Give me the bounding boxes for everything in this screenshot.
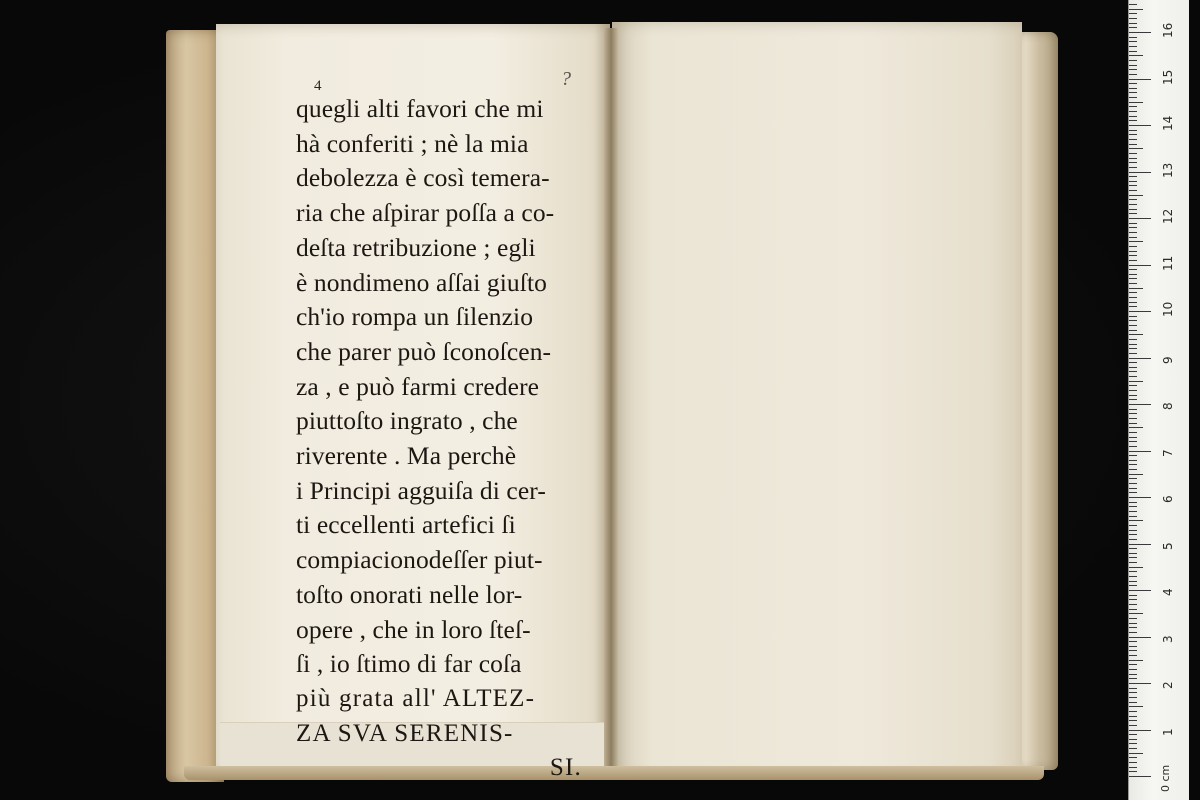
ruler-tick [1129,18,1137,19]
ruler-tick [1129,688,1137,689]
ruler-tick [1129,650,1137,651]
ruler-tick [1129,683,1151,684]
ruler-tick [1129,195,1143,196]
measuring-ruler [1128,0,1189,800]
ruler-label: 4 [1161,588,1175,596]
ruler-tick [1129,316,1137,317]
ruler-tick [1129,553,1137,554]
ruler-tick [1129,227,1137,228]
ruler-tick [1129,576,1137,577]
ruler-tick [1129,748,1137,749]
ruler-tick [1129,288,1143,289]
ruler-tick [1129,9,1143,10]
text-line: più grata all' ALTEZ- [296,684,536,712]
ruler-label: 7 [1161,448,1175,457]
ruler-tick [1129,655,1137,656]
ruler-tick [1129,697,1137,698]
ruler-tick [1129,464,1137,465]
ruler-tick [1129,13,1137,14]
ruler-tick [1129,725,1137,726]
ruler-tick [1129,241,1143,242]
ruler-tick [1129,544,1151,545]
ruler-tick [1129,557,1137,558]
ruler-tick [1129,32,1151,33]
ruler-tick [1129,297,1137,298]
pencil-annotation: ? [561,68,571,90]
ruler-tick [1129,172,1151,173]
printed-text-block [296,92,586,786]
ruler-tick [1129,613,1143,614]
ruler-tick [1129,116,1137,117]
ruler-tick [1129,739,1137,740]
text-line: riverente . Ma perchè [296,441,517,471]
ruler-tick [1129,88,1137,89]
ruler-tick [1129,590,1151,591]
page-number: 4 [314,78,322,94]
ruler-tick [1129,441,1137,442]
ruler-label: 9 [1161,355,1175,364]
ruler-tick [1129,478,1137,479]
ruler-label: 5 [1161,541,1175,550]
ruler-tick [1129,344,1137,345]
ruler-tick [1129,567,1143,568]
ruler-tick [1129,46,1137,47]
ruler-tick [1129,548,1137,549]
ruler-label: 11 [1161,255,1175,271]
ruler-tick [1129,320,1137,321]
ruler-tick [1129,437,1137,438]
text-line: ch'io rompa un ſilenzio [296,302,534,332]
ruler-tick [1129,274,1137,275]
ruler-tick [1129,581,1137,582]
ruler-tick [1129,767,1137,768]
ruler-label: 3 [1161,634,1175,643]
ruler-tick [1129,762,1137,763]
ruler-tick [1129,678,1137,679]
ruler-tick [1129,562,1137,563]
ruler-tick [1129,539,1137,540]
ruler-tick [1129,106,1137,107]
ruler-tick [1129,390,1137,391]
ruler-tick [1129,246,1137,247]
ruler-tick [1129,399,1137,400]
ruler-tick [1129,185,1137,186]
ruler-tick [1129,525,1137,526]
ruler-label: 15 [1161,69,1175,85]
ruler-tick [1129,4,1137,5]
ruler-label: 16 [1161,22,1175,38]
ruler-tick [1129,669,1137,670]
text-line: SI. [549,754,582,782]
ruler-tick [1129,692,1137,693]
text-line: i Principi agguiſa di cer- [296,475,546,505]
ruler-tick [1129,367,1137,368]
ruler-tick [1129,734,1137,735]
text-line: ria che aſpirar poſſa a co- [296,198,555,228]
ruler-tick [1129,37,1137,38]
ruler-tick [1129,218,1151,219]
ruler-tick [1129,311,1151,312]
ruler-tick [1129,427,1143,428]
ruler-tick [1129,79,1151,80]
ruler-tick [1129,371,1137,372]
ruler-tick [1129,60,1137,61]
ruler-tick [1129,716,1137,717]
text-line: deſta retribuzione ; egli [296,232,536,262]
ruler-tick [1129,134,1137,135]
ruler-tick [1129,283,1137,284]
ruler-tick [1129,144,1137,145]
ruler-tick [1129,455,1137,456]
open-book [166,14,1071,782]
text-line: debolezza è così temera- [296,163,550,193]
ruler-tick [1129,488,1137,489]
ruler-tick [1129,237,1137,238]
ruler-tick [1129,469,1137,470]
ruler-tick [1129,623,1137,624]
ruler-tick [1129,423,1137,424]
ruler-label: 6 [1161,495,1175,503]
ruler-tick [1129,41,1137,42]
ruler-tick [1129,111,1137,112]
ruler-tick [1129,506,1137,507]
ruler-tick [1129,162,1137,163]
ruler-tick [1129,674,1137,675]
ruler-tick [1129,460,1137,461]
ruler-tick [1129,102,1143,103]
ruler-tick [1129,432,1137,433]
text-line: opere , che in loro ſteſ- [296,614,531,644]
ruler-tick [1129,376,1137,377]
ruler-tick [1129,97,1137,98]
ruler-tick [1129,120,1137,121]
ruler-tick [1129,385,1137,386]
ruler-tick [1129,702,1137,703]
text-line: è nondimeno aſſai giuſto [296,267,547,297]
ruler-tick [1129,260,1137,261]
ruler-tick [1129,706,1143,707]
ruler-tick [1129,362,1137,363]
ruler-tick [1129,381,1143,382]
ruler-label: 12 [1161,208,1175,224]
ruler-tick [1129,209,1137,210]
ruler-tick [1129,534,1137,535]
ruler-tick [1129,348,1137,349]
ruler-tick [1129,530,1137,531]
ruler-tick [1129,158,1137,159]
ruler-label: 13 [1161,162,1175,178]
text-line: ti eccellenti artefici ſi [296,510,516,540]
ruler-tick [1129,599,1137,600]
ruler-tick [1129,265,1151,266]
ruler-tick [1129,404,1151,405]
ruler-tick [1129,292,1137,293]
ruler-tick [1129,409,1137,410]
text-line: piuttoſto ingrato , che [296,406,518,436]
ruler-tick [1129,664,1137,665]
ruler-tick [1129,330,1137,331]
ruler-tick [1129,65,1137,66]
ruler-tick [1129,176,1137,177]
ruler-tick [1129,27,1137,28]
ruler-tick [1129,641,1137,642]
ruler-tick [1129,306,1137,307]
ruler-tick [1129,55,1143,56]
ruler-unit-label: 0 cm [1159,764,1172,792]
ruler-tick [1129,130,1137,131]
ruler-tick [1129,148,1143,149]
ruler-tick [1129,753,1143,754]
ruler-tick [1129,646,1137,647]
ruler-tick [1129,204,1137,205]
ruler-tick [1129,497,1151,498]
ruler-tick [1129,339,1137,340]
ruler-tick [1129,139,1137,140]
right-page [612,22,1022,778]
ruler-tick [1129,302,1137,303]
ruler-tick [1129,632,1137,633]
ruler-tick [1129,743,1137,744]
ruler-tick [1129,720,1137,721]
ruler-tick [1129,483,1137,484]
ruler-tick [1129,232,1137,233]
ruler-tick [1129,167,1137,168]
ruler-tick [1129,637,1151,638]
ruler-label: 8 [1161,402,1175,410]
text-line: quegli alti favori che mi [296,94,544,123]
text-line: za , e può farmi credere [296,371,540,401]
ruler-label: 14 [1161,115,1175,131]
ruler-tick [1129,125,1151,126]
ruler-tick [1129,609,1137,610]
ruler-tick [1129,395,1137,396]
ruler-label: 10 [1161,301,1175,317]
ruler-tick [1129,627,1137,628]
ruler-tick [1129,516,1137,517]
ruler-tick [1129,446,1137,447]
ruler-tick [1129,595,1137,596]
text-line: che parer può ſconoſcen- [296,336,552,366]
ruler-tick [1129,334,1143,335]
ruler-tick [1129,413,1137,414]
ruler-tick [1129,223,1137,224]
ruler-tick [1129,571,1137,572]
ruler-tick [1129,711,1137,712]
ruler-tick [1129,618,1137,619]
ruler-tick [1129,69,1137,70]
ruler-tick [1129,660,1143,661]
ruler-tick [1129,474,1143,475]
ruler-tick [1129,74,1137,75]
text-line: compiacionodeſſer piut- [296,545,543,575]
text-line: toſto onorati nelle lor- [296,579,523,609]
text-line: hà conferiti ; nè la mia [296,128,529,158]
ruler-tick [1129,51,1137,52]
ruler-tick [1129,23,1137,24]
ruler-tick [1129,269,1137,270]
ruler-tick [1129,92,1137,93]
ruler-tick [1129,492,1137,493]
ruler-tick [1129,520,1143,521]
ruler-tick [1129,604,1137,605]
ruler-tick [1129,502,1137,503]
ruler-tick [1129,353,1137,354]
ruler-tick [1129,251,1137,252]
ruler-tick [1129,451,1151,452]
ruler-tick [1129,757,1137,758]
ruler-tick [1129,730,1151,731]
ruler-tick [1129,418,1137,419]
ruler-label: 1 [1161,727,1175,736]
ruler-tick [1129,511,1137,512]
text-line: ſi , io ſtimo di far coſa [296,649,522,679]
ruler-tick [1129,358,1151,359]
ruler-tick [1129,771,1137,772]
ruler-tick [1129,83,1137,84]
ruler-tick [1129,213,1137,214]
ruler-tick [1129,585,1137,586]
ruler-tick [1129,325,1137,326]
ruler-label: 2 [1161,681,1175,689]
ruler-tick [1129,199,1137,200]
ruler-tick [1129,278,1137,279]
ruler-tick [1129,255,1137,256]
ruler-tick [1129,190,1137,191]
book-gutter [604,28,618,778]
ruler-tick [1129,181,1137,182]
ruler-tick [1129,153,1137,154]
text-line: ZA SVA SERENIS- [296,719,514,747]
ruler-tick [1129,776,1151,777]
